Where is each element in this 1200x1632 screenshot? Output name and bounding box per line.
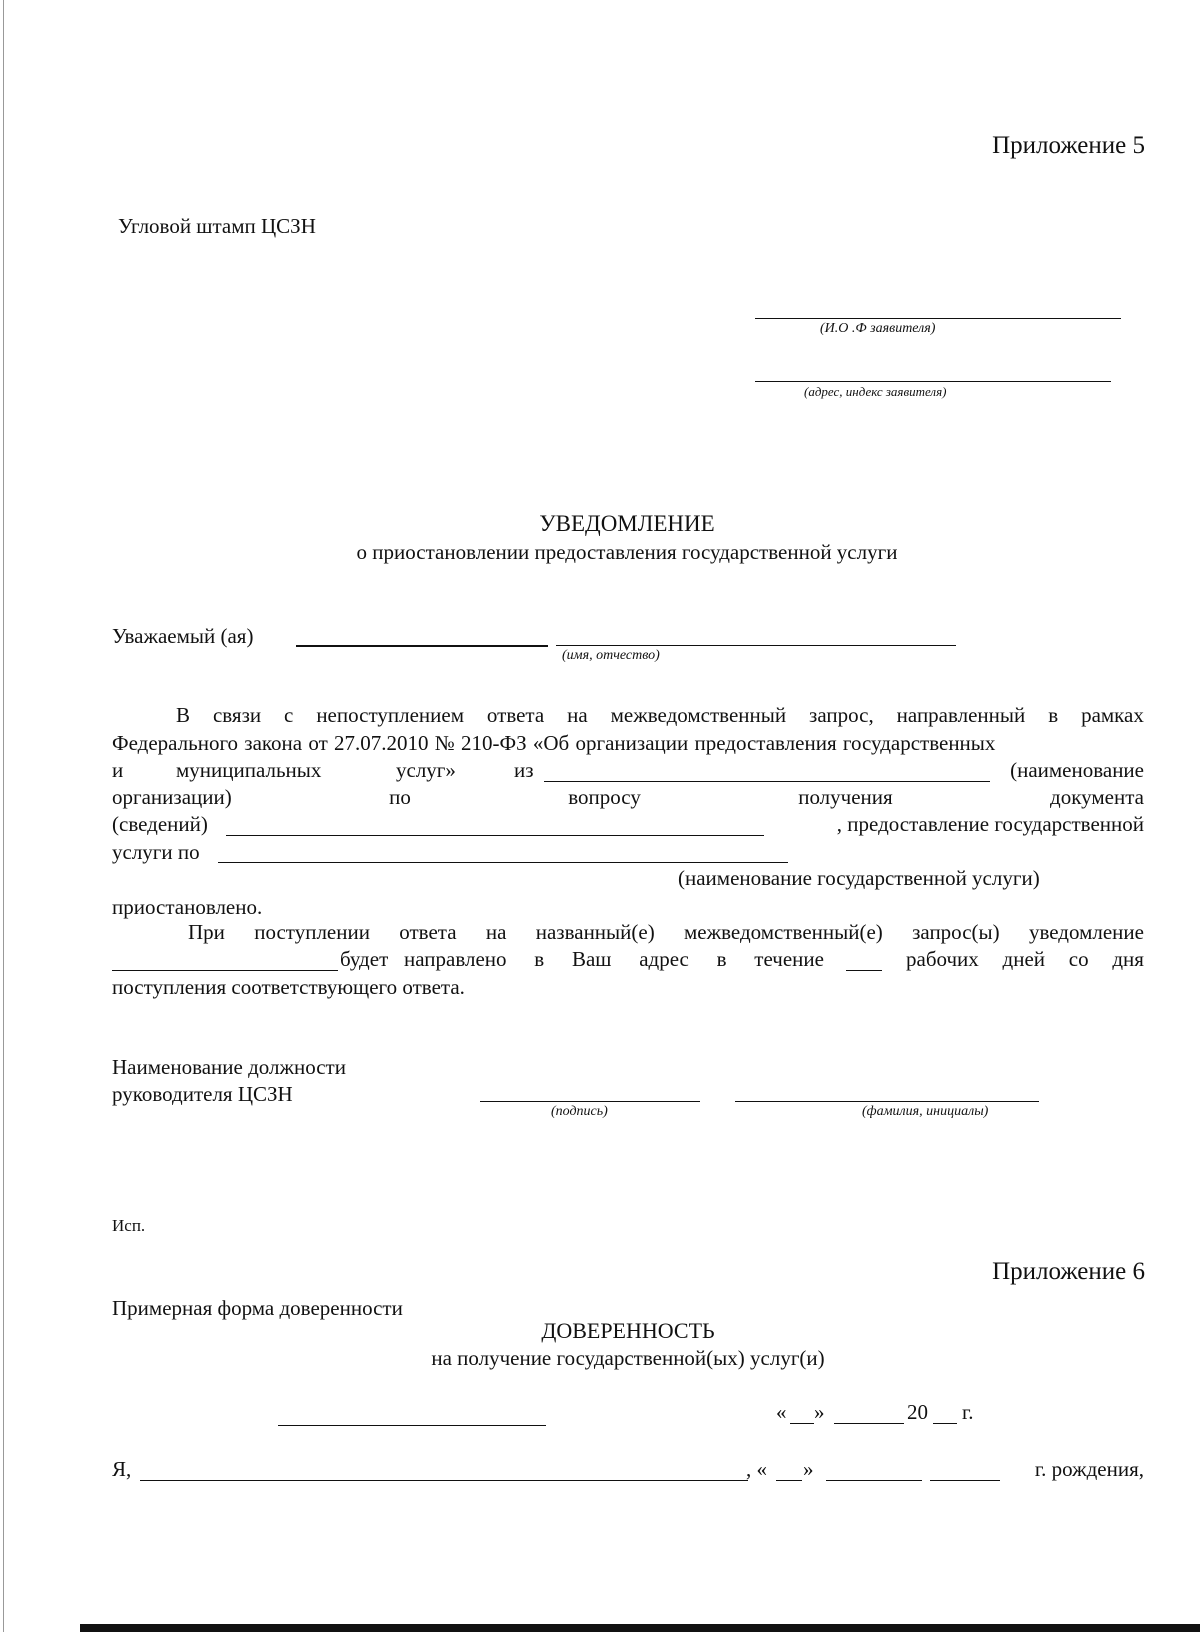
- birth-year-line: [930, 1480, 1000, 1481]
- birth-suffix: г. рождения,: [1034, 1457, 1144, 1481]
- greeting-hint: (имя, отчество): [562, 648, 660, 663]
- p2-line-3: поступления соответствующего ответа.: [112, 975, 465, 999]
- date-close-quote: »: [814, 1400, 825, 1424]
- p1-line-5-a: (сведений): [112, 812, 208, 836]
- birth-close-quote: »: [803, 1457, 814, 1481]
- scan-left-edge: [3, 0, 4, 1632]
- full-name-line: [140, 1480, 748, 1481]
- poa-title: ДОВЕРЕННОСТЬ: [541, 1318, 715, 1343]
- signature-hint: (подпись): [551, 1104, 608, 1119]
- date-day-line: [790, 1423, 814, 1424]
- surname-line: [735, 1101, 1039, 1102]
- i-label: Я,: [112, 1457, 132, 1481]
- birth-open-quote: , «: [746, 1457, 767, 1481]
- appendix-6-label: Приложение 6: [992, 1258, 1145, 1285]
- p1-line-8: приостановлено.: [112, 895, 263, 919]
- place-line: [278, 1425, 546, 1426]
- signature-line: [480, 1101, 700, 1102]
- form-caption: Примерная форма доверенности: [112, 1296, 403, 1320]
- p1-line-3-e: (наименование: [1010, 758, 1144, 782]
- p1-line-6: услуги по: [112, 840, 200, 864]
- position-line-2: руководителя ЦСЗН: [112, 1082, 293, 1106]
- date-open-quote: «: [776, 1400, 787, 1424]
- greeting-label: Уважаемый (ая): [112, 624, 254, 648]
- greeting-line-1: [296, 645, 548, 647]
- p2-line-1: При поступлении ответа на названный(е) межведомственный(е) запрос(ы) уведомление: [188, 920, 1144, 944]
- organization-line: [544, 781, 990, 782]
- birth-month-line: [826, 1480, 922, 1481]
- p1-line-3-a: и: [112, 758, 124, 782]
- days-count-line: [846, 970, 882, 971]
- date-year-prefix: 20: [907, 1400, 928, 1424]
- p1-line-3-c: услуг»: [396, 758, 456, 782]
- p2-line-2-mid: направлено в Ваш адрес в течение: [404, 947, 824, 971]
- greeting-line-2: [556, 645, 956, 646]
- notice-title: УВЕДОМЛЕНИЕ: [539, 511, 715, 536]
- poa-subtitle: на получение государственной(ых) услуг(и): [431, 1346, 825, 1370]
- p2-line-2-a: будет: [340, 947, 389, 971]
- applicant-address-hint: (адрес, индекс заявителя): [804, 384, 947, 399]
- p1-line-3-b: муниципальных: [176, 758, 322, 782]
- p1-line-4: организации) по вопросу получения документа: [112, 785, 1144, 809]
- date-year-suffix: г.: [962, 1400, 974, 1424]
- p1-line-7: (наименование государственной услуги): [678, 866, 1040, 890]
- date-month-line: [834, 1423, 904, 1424]
- surname-hint: (фамилия, инициалы): [862, 1104, 989, 1119]
- p1-line-2: Федерального закона от 27.07.2010 № 210-ФЗ «Об организации предоставления государственных: [112, 731, 996, 755]
- service-name-line: [218, 862, 788, 863]
- p1-line-1: В связи с непоступлением ответа на межведомственный запрос, направленный в рамках: [176, 703, 1144, 727]
- p1-line-3-d: из: [514, 758, 534, 782]
- p1-line-5-b: , предоставление государственной: [836, 812, 1144, 836]
- date-year-line: [933, 1423, 957, 1424]
- department-line: [112, 970, 338, 971]
- applicant-name-line: [755, 318, 1121, 319]
- corner-stamp-label: Угловой штамп ЦСЗН: [118, 214, 316, 238]
- documents-line: [226, 835, 764, 836]
- applicant-address-line: [755, 381, 1111, 382]
- scan-bottom-edge: [80, 1624, 1200, 1632]
- appendix-5-label: Приложение 5: [992, 132, 1145, 159]
- birth-day-line: [776, 1480, 802, 1481]
- executor-label: Исп.: [112, 1216, 146, 1235]
- position-line-1: Наименование должности: [112, 1055, 346, 1079]
- p2-line-2-tail: рабочих дней со дня: [906, 947, 1144, 971]
- applicant-name-hint: (И.О .Ф заявителя): [820, 321, 936, 336]
- notice-subtitle: о приостановлении предоставления государственной услуги: [356, 540, 898, 564]
